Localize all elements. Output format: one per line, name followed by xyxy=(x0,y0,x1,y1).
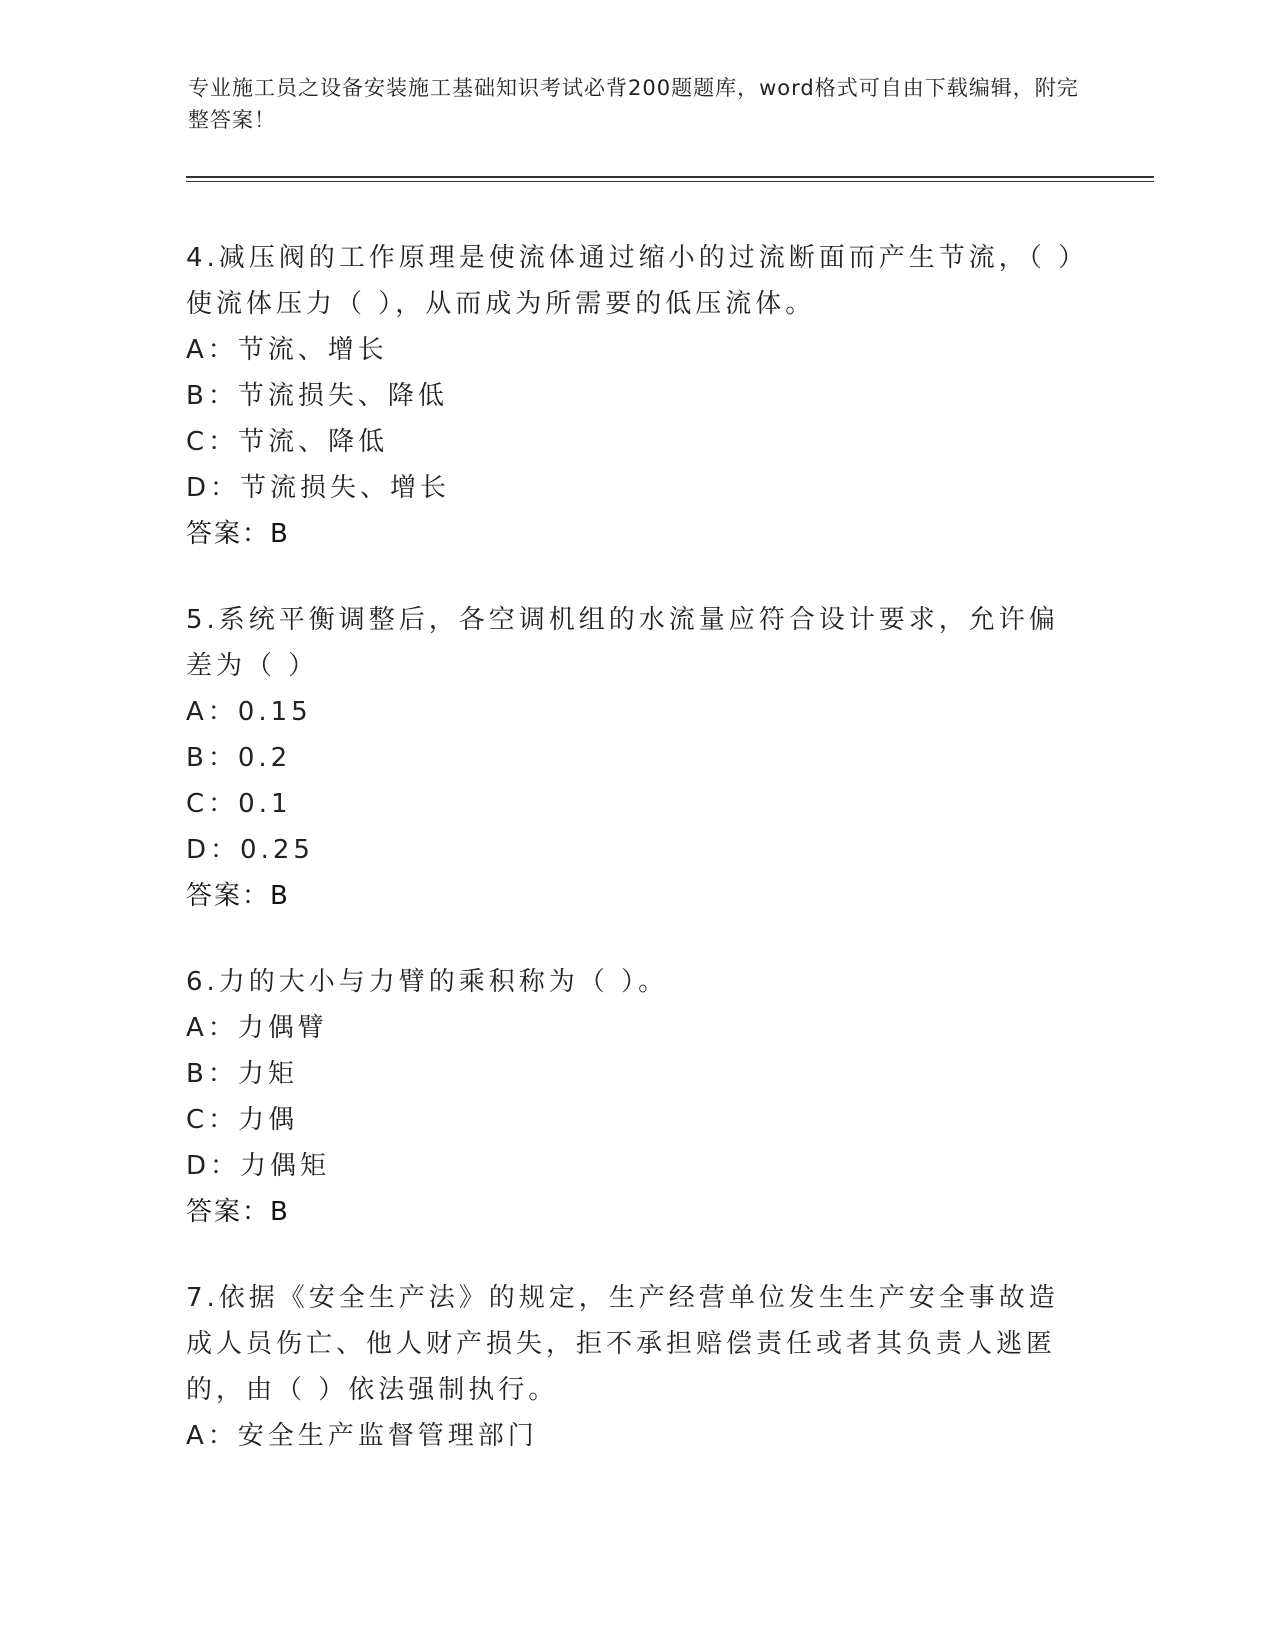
question-5 xyxy=(186,597,1086,919)
answer-line: 答案：B xyxy=(186,881,290,911)
option-b: B：力矩 xyxy=(186,1059,298,1089)
question-6 xyxy=(186,959,1086,1235)
option-d: D：0.25 xyxy=(186,835,314,865)
option-d: D：节流损失、增长 xyxy=(186,473,451,503)
question-4 xyxy=(186,235,1086,557)
option-d: D：力偶矩 xyxy=(186,1151,331,1181)
question-text: 7.依据《安全生产法》的规定，生产经营单位发生生产安全事故造成人员伤亡、他人财产损失，拒不承担赔偿责任或者其负责人逃匿的，由（ ）依法强制执行。 xyxy=(186,1283,1059,1405)
option-a: A：0.15 xyxy=(186,697,312,727)
question-7 xyxy=(186,1275,1086,1459)
option-b: B：0.2 xyxy=(186,743,292,773)
answer-line: 答案：B xyxy=(186,1197,290,1227)
header-rule-thin xyxy=(186,181,1154,182)
option-c: C：力偶 xyxy=(186,1105,299,1135)
question-text: 4.减压阀的工作原理是使流体通过缩小的过流断面而产生节流，（ ）使流体压力（ ），从而成为所需要的低压流体。 xyxy=(186,243,1076,319)
answer-line: 答案：B xyxy=(186,519,290,549)
option-c: C：节流、降低 xyxy=(186,427,389,457)
question-list xyxy=(186,235,1086,1499)
option-a: A：安全生产监督管理部门 xyxy=(186,1421,538,1451)
option-c: C：0.1 xyxy=(186,789,292,819)
question-text: 6.力的大小与力臂的乘积称为（ ）。 xyxy=(186,967,669,997)
document-header: 专业施工员之设备安装施工基础知识考试必背200题题库，word格式可自由下载编辑，附完整答案！ xyxy=(188,76,1079,132)
question-text: 5.系统平衡调整后，各空调机组的水流量应符合设计要求，允许偏差为（ ） xyxy=(186,605,1059,681)
option-a: A：节流、增长 xyxy=(186,335,388,365)
option-b: B：节流损失、降低 xyxy=(186,381,448,411)
header-rule-thick xyxy=(186,176,1154,178)
option-a: A：力偶臂 xyxy=(186,1013,328,1043)
